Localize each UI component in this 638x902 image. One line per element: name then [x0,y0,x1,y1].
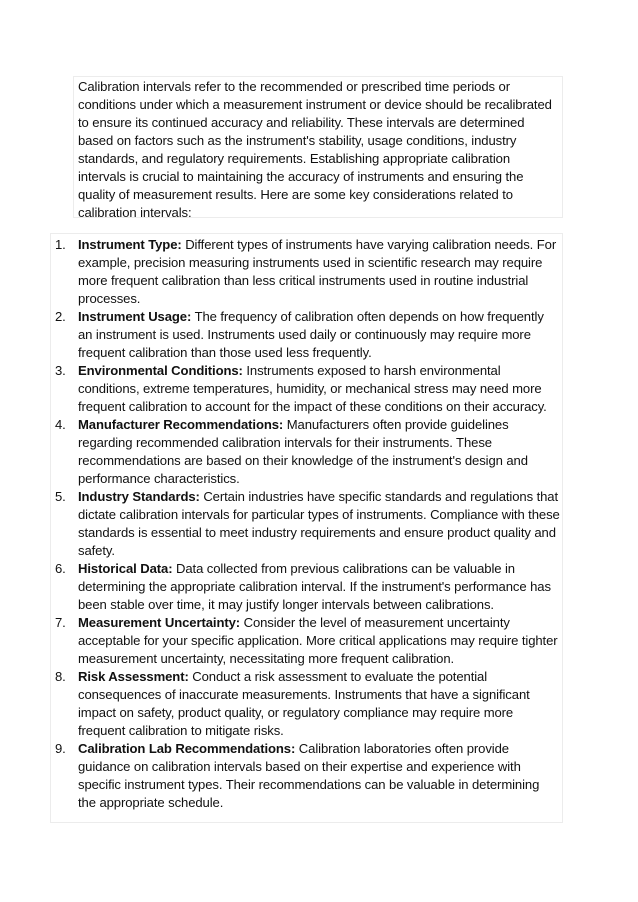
list-item [51,668,562,740]
item-title: Environmental Conditions: [78,363,243,378]
item-number: 1. [55,237,66,252]
list-item [51,416,562,488]
item-title: Instrument Usage: [78,309,192,324]
item-title: Historical Data: [78,561,173,576]
item-body: Data collected from previous calibrations can be valuable in determining the appropriate calibration interval. If the instrument's performance has been stable over time, it may justify longer intervals between calibrations. [78,561,551,612]
item-number: 5. [55,489,66,504]
considerations-list [50,233,563,823]
intro-section [73,76,563,218]
item-number: 8. [55,669,66,684]
item-body: Instruments exposed to harsh environmental conditions, extreme temperatures, humidity, or mechanical stress may need more frequent calibration to account for the impact of these conditions on their accuracy. [78,363,547,414]
item-number: 9. [55,741,66,756]
item-title: Risk Assessment: [78,669,189,684]
item-number: 6. [55,561,66,576]
item-body: Manufacturers often provide guidelines regarding recommended calibration intervals for their instruments. These recommendations are based on their knowledge of the instrument's design and performance characteristics. [78,417,528,486]
list-item [51,740,562,812]
list-item [51,308,562,362]
item-body: Calibration laboratories often provide guidance on calibration intervals based on their expertise and experience with specific instrument types. Their recommendations can be valuable in determining the appropriate schedule. [78,741,540,810]
list-item [51,362,562,416]
item-number: 3. [55,363,66,378]
intro-paragraph: Calibration intervals refer to the recommended or prescribed time periods or conditions under which a measurement instrument or device should be recalibrated to ensure its continued accuracy and reliability. These intervals are determined based on factors such as the instrument's stability, usage conditions, industry standards, and regulatory requirements. Establishing appropriate calibration intervals is crucial to maintaining the accuracy of instruments and ensuring the quality of measurement results. Here are some key considerations related to calibration intervals: [78,79,552,220]
item-title: Measurement Uncertainty: [78,615,241,630]
item-title: Manufacturer Recommendations: [78,417,284,432]
item-number: 4. [55,417,66,432]
list-item [51,236,562,308]
item-number: 2. [55,309,66,324]
item-body: Different types of instruments have varying calibration needs. For example, precision measuring instruments used in scientific research may require more frequent calibration than less critical instruments used in routine industrial processes. [78,237,557,306]
item-number: 7. [55,615,66,630]
item-body: Conduct a risk assessment to evaluate the potential consequences of inaccurate measurements. Instruments that have a significant impact on safety, product quality, or regulatory compliance may require more frequent calibration to mitigate risks. [78,669,530,738]
item-body: Consider the level of measurement uncertainty acceptable for your specific application. More critical applications may require tighter measurement uncertainty, necessitating more frequent calibration. [78,615,558,666]
item-body: The frequency of calibration often depends on how frequently an instrument is used. Instruments used daily or continuously may require more frequent calibration than those used less frequently. [78,309,544,360]
list-item [51,614,562,668]
item-title: Instrument Type: [78,237,182,252]
item-title: Industry Standards: [78,489,200,504]
item-title: Calibration Lab Recommendations: [78,741,296,756]
list-item [51,488,562,560]
item-body: Certain industries have specific standards and regulations that dictate calibration intervals for particular types of instruments. Compliance with these standards is essential to meet industry requirements and ensure product quality and safety. [78,489,560,558]
list-item [51,560,562,614]
